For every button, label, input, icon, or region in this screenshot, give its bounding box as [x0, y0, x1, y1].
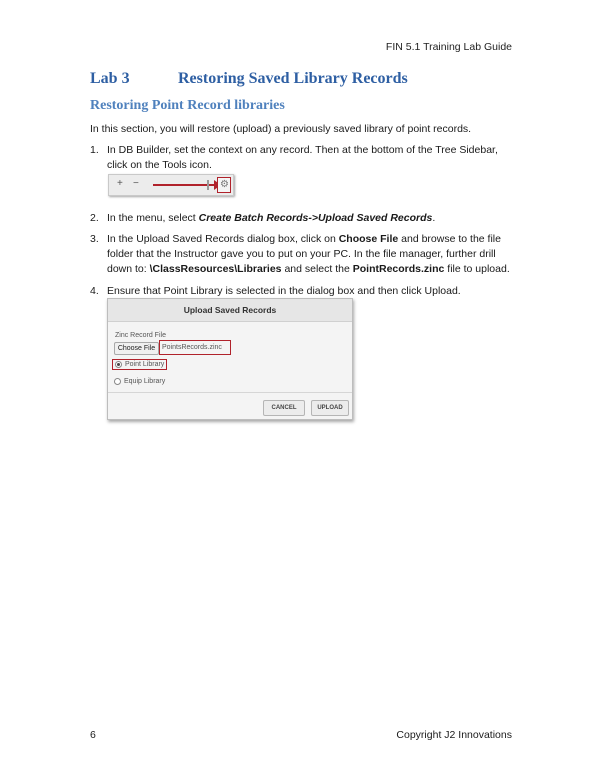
upload-dialog-screenshot [107, 298, 353, 420]
dialog-divider [108, 392, 352, 393]
equip-library-option[interactable] [114, 378, 165, 385]
step-number: 2. [90, 212, 99, 224]
callout-arrow [153, 184, 215, 186]
step-text [107, 232, 517, 277]
point-library-label: Point Library [125, 361, 165, 368]
step-text-part: . [432, 212, 436, 224]
gear-icon: ⚙ [220, 179, 229, 190]
upload-button[interactable]: UPLOAD [311, 400, 349, 416]
step-text [107, 211, 517, 226]
add-icon[interactable]: + [117, 178, 123, 189]
step-number: 1. [90, 144, 99, 156]
tools-button[interactable] [217, 177, 231, 193]
resize-handle [207, 180, 209, 190]
equip-library-label: Equip Library [124, 378, 166, 385]
running-header: FIN 5.1 Training Lab Guide [385, 41, 512, 53]
step-text: In DB Builder, set the context on any record. Then at the bottom of the Tree Sidebar, click on the Tools icon. [107, 144, 498, 171]
lab-heading [90, 70, 408, 88]
choose-file-term: Choose File [338, 233, 399, 245]
selected-file-name: PointsRecords.zinc [159, 340, 231, 355]
lab-title: Restoring Saved Library Records [178, 70, 408, 87]
dialog-title: Upload Saved Records [108, 299, 352, 322]
radio-selected-icon[interactable] [115, 361, 122, 368]
folder-path: \ClassResources\Libraries [149, 263, 282, 275]
step-text-part: In the menu, select [107, 212, 199, 224]
copyright-footer: Copyright J2 Innovations [396, 729, 512, 741]
choose-file-button[interactable]: Choose File [114, 342, 159, 355]
section-subtitle: Restoring Point Record libraries [90, 98, 285, 113]
radio-unselected-icon[interactable] [114, 378, 121, 385]
step-text-part: and select the [281, 263, 353, 275]
intro-paragraph: In this section, you will restore (upload) a previously saved library of point records. [90, 123, 472, 135]
zinc-file-label: Zinc Record File [115, 332, 166, 339]
cancel-button[interactable]: CANCEL [263, 400, 305, 416]
step-number: 3. [90, 233, 99, 245]
step-text-part: file to upload. [444, 263, 510, 275]
step-text-part: In the Upload Saved Records dialog box, click on [107, 233, 339, 245]
lab-number: Lab 3 [90, 70, 130, 87]
step-number: 4. [90, 285, 99, 297]
page-number: 6 [90, 729, 96, 741]
step-text: Ensure that Point Library is selected in the dialog box and then click Upload. [107, 285, 461, 297]
point-library-option[interactable] [112, 359, 167, 370]
toolbar-screenshot [108, 174, 234, 196]
file-name-term: PointRecords.zinc [352, 263, 445, 275]
remove-icon[interactable]: − [133, 178, 139, 189]
step-text-part: and browse to the file folder that the Instructor gave you to put on your PC. In the file manager, further drill down to: [107, 233, 501, 275]
menu-path: Create Batch Records->Upload Saved Records [198, 212, 433, 224]
